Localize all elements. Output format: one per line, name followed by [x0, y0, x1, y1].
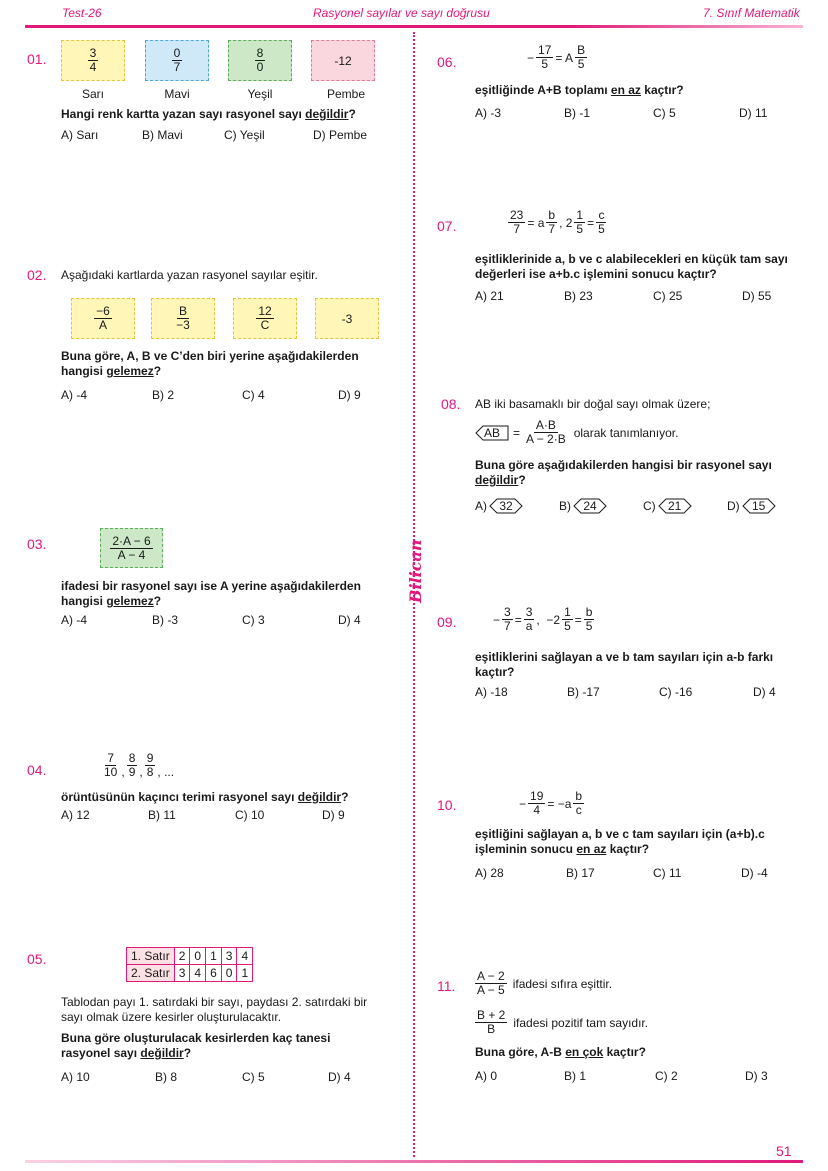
q9-f4-num: b: [585, 605, 593, 619]
q7-f1-num: 23: [510, 208, 524, 222]
q11-s2: ifadesi pozitif tam sayıdır.: [513, 1015, 649, 1030]
q8-option-d[interactable]: [727, 498, 776, 514]
q5-intro: Tablodan payı 1. satırdaki bir sayı, paydası 2. satırdaki bir sayı olmak üzere kesirler oluşturulacaktır.: [61, 995, 368, 1024]
q2-card1-num: −6: [96, 304, 110, 318]
q7-option-d[interactable]: D) 55: [742, 289, 772, 303]
question-number-10: 10.: [437, 797, 457, 813]
q9-eq2: =: [574, 612, 582, 627]
q9-f2-num: 3: [525, 605, 533, 619]
q8-option-b[interactable]: [559, 498, 607, 514]
q1-label-green: Yeşil: [247, 87, 273, 101]
q11-statement-2: [475, 1009, 648, 1036]
q9-mid: , −2: [536, 612, 561, 627]
q3-option-d[interactable]: D) 4: [338, 613, 361, 627]
question-number-6: 06.: [437, 54, 457, 70]
q4-option-d[interactable]: D) 9: [322, 808, 345, 822]
footer-rule: [25, 1160, 803, 1163]
question-number-4: 04.: [27, 762, 47, 778]
q8-option-a-value: 32: [499, 499, 513, 513]
q4-option-a[interactable]: A) 12: [61, 808, 90, 822]
q4-f3-num: 9: [146, 751, 154, 765]
q4-f1-num: 7: [107, 751, 115, 765]
q2-card-3: [233, 298, 297, 339]
q4-sep2: ,: [139, 765, 143, 779]
q8-option-d-symbol: [742, 498, 776, 514]
q4-sequence: [102, 752, 174, 779]
question-number-2: 02.: [27, 267, 47, 283]
q9-equation: [493, 606, 594, 633]
q7-eq2: =: [587, 215, 595, 230]
q7-equation: [508, 209, 607, 236]
question-number-5: 05.: [27, 951, 47, 967]
q7-f3-den: 5: [576, 222, 584, 236]
q8-option-a-symbol: [489, 498, 523, 514]
q2-card2-den: −3: [176, 318, 190, 332]
q7-f2-den: 7: [548, 222, 556, 236]
q10-option-d[interactable]: D) -4: [741, 866, 768, 880]
q9-f1-den: 7: [504, 619, 511, 633]
q9-question: eşitliklerini sağlayan a ve b tam sayıları için a-b farkı kaçtır?: [475, 650, 774, 679]
q5-option-c[interactable]: C) 5: [242, 1070, 265, 1084]
q8-option-c[interactable]: [643, 498, 692, 514]
q7-option-b[interactable]: B) 23: [564, 289, 593, 303]
q2-card1-den: A: [98, 318, 107, 332]
q2-card-2: [151, 298, 215, 339]
q1-option-a[interactable]: A) Sarı: [61, 128, 99, 142]
q8-option-c-symbol: [658, 498, 692, 514]
q9-f2-den: a: [525, 619, 533, 633]
q6-question: eşitliğinde A+B toplamı en az kaçtır?: [475, 83, 684, 97]
q6-f1-num: 17: [538, 43, 552, 57]
q1-card-pink: [311, 40, 375, 81]
q1-question: Hangi renk kartta yazan sayı rasyonel sayı değildir?: [61, 107, 356, 121]
q8-option-d-value: 15: [751, 499, 766, 513]
q8-option-d-letter: D): [727, 499, 740, 513]
q5-row-1: [127, 948, 253, 965]
q9-eq1: =: [514, 612, 522, 627]
q11-statement-1: [475, 970, 612, 997]
grade-label: 7. Sınıf Matematik: [703, 6, 800, 20]
q4-option-c[interactable]: C) 10: [235, 808, 265, 822]
q3-option-a[interactable]: A) -4: [61, 613, 88, 627]
q3-option-b[interactable]: B) -3: [152, 613, 179, 627]
q1-option-b[interactable]: B) Mavi: [142, 128, 183, 142]
test-label: Test-26: [62, 6, 102, 20]
q3-question: ifadesi bir rasyonel sayı ise A yerine aşağıdakilerden hangisi gelemez?: [61, 579, 361, 608]
q7-f4-num: c: [598, 208, 605, 222]
q5-row2-cell: 0: [221, 965, 237, 982]
q10-question: eşitliğini sağlayan a, b ve c tam sayıları için (a+b).c işleminin sonucu en az kaçtır?: [475, 827, 765, 856]
q8-option-c-value: 21: [667, 499, 682, 513]
q2-card-4: [315, 298, 379, 339]
q8-symbol-text: AB: [483, 425, 500, 440]
q1-option-d[interactable]: D) Pembe: [313, 128, 368, 142]
q2-option-d[interactable]: D) 9: [338, 388, 361, 402]
q6-option-d[interactable]: D) 11: [739, 106, 768, 120]
q5-row2-head: 2. Satır: [127, 965, 175, 982]
topic-title: Rasyonel sayılar ve sayı doğrusu: [313, 6, 490, 20]
q10-f2-num: b: [575, 789, 583, 803]
q1-card1-num: 3: [89, 46, 97, 60]
q7-f2-num: b: [548, 208, 556, 222]
q1-card4-value: -12: [334, 53, 352, 68]
question-number-8: 08.: [441, 396, 461, 412]
q10-option-c[interactable]: C) 11: [653, 866, 682, 880]
q11-option-c[interactable]: C) 2: [655, 1069, 678, 1083]
q1-card-green: [228, 40, 292, 81]
q10-option-a[interactable]: A) 28: [475, 866, 504, 880]
q1-label-blue: Mavi: [164, 87, 190, 101]
q7-option-c[interactable]: C) 25: [653, 289, 683, 303]
question-number-11: 11.: [437, 978, 456, 994]
q5-row1-cell: 0: [190, 948, 206, 965]
q3-option-c[interactable]: C) 3: [242, 613, 265, 627]
q10-minus: −: [519, 796, 527, 811]
q8-option-b-symbol: [573, 498, 607, 514]
q7-f3-num: 1: [576, 208, 584, 222]
q6-option-a[interactable]: A) -3: [475, 106, 502, 120]
q2-card2-num: B: [178, 304, 187, 318]
q11-s1: ifadesi sıfıra eşittir.: [512, 976, 613, 991]
q11-f2-den: B: [487, 1022, 496, 1036]
q6-f2-num: B: [577, 43, 586, 57]
q2-card3-den: C: [260, 318, 270, 332]
q7-option-a[interactable]: A) 21: [475, 289, 504, 303]
q7-f4-den: 5: [598, 222, 605, 236]
q2-card-1: [71, 298, 135, 339]
q5-row1-cell: 1: [206, 948, 222, 965]
q8-option-a[interactable]: [475, 498, 523, 514]
q8-symbol: [475, 425, 509, 441]
q2-question: Buna göre, A, B ve C’den biri yerine aşağıdakilerden hangisi gelemez?: [61, 349, 359, 378]
q1-label-pink: Pembe: [326, 87, 366, 101]
q2-card3-num: 12: [258, 304, 272, 318]
q5-option-b[interactable]: B) 8: [155, 1070, 178, 1084]
q8-defined: olarak tanımlanıyor.: [573, 425, 679, 440]
q5-option-d[interactable]: D) 4: [328, 1070, 351, 1084]
q6-eq: = A: [555, 50, 574, 65]
q2-option-c[interactable]: C) 4: [242, 388, 265, 402]
question-number-3: 03.: [27, 536, 47, 552]
q8-option-c-letter: C): [643, 499, 656, 513]
q1-card2-num: 0: [173, 46, 181, 60]
q1-card3-num: 8: [256, 46, 264, 60]
question-number-9: 09.: [437, 614, 457, 630]
q5-row2-cell: 4: [190, 965, 206, 982]
q4-f2-den: 9: [128, 765, 136, 779]
q5-row2-cell: 6: [206, 965, 222, 982]
q5-row1-head: 1. Satır: [127, 948, 175, 965]
q9-option-a[interactable]: A) -18: [475, 685, 508, 699]
q5-table: [126, 947, 253, 982]
q11-f1-num: A − 2: [477, 969, 505, 983]
q10-f1-den: 4: [533, 803, 541, 817]
q6-f2-den: 5: [577, 57, 585, 71]
q9-f4-den: 5: [585, 619, 593, 633]
q5-row2-cell: 3: [174, 965, 190, 982]
q7-f1-den: 7: [513, 222, 521, 236]
question-number-7: 07.: [437, 218, 457, 234]
q9-f3-num: 1: [564, 605, 571, 619]
q10-eq: = −a: [547, 796, 572, 811]
q8-f-den: A − 2·B: [526, 432, 566, 446]
q11-question: Buna göre, A-B en çok kaçtır?: [475, 1045, 646, 1059]
q1-card-blue: [145, 40, 209, 81]
q8-definition: [475, 419, 678, 446]
q3-card-den: A − 4: [117, 547, 146, 562]
q11-option-b[interactable]: B) 1: [564, 1069, 587, 1083]
page-number: 51: [776, 1143, 792, 1159]
q9-f3-den: 5: [564, 619, 571, 633]
q6-equation: [527, 44, 587, 71]
q5-row1-cell: 2: [174, 948, 190, 965]
q1-card-yellow: [61, 40, 125, 81]
q8-intro: AB iki basamaklı bir doğal sayı olmak üzere;: [475, 397, 711, 411]
q3-card-num: 2·A − 6: [112, 533, 151, 548]
q9-option-c[interactable]: C) -16: [659, 685, 693, 699]
q1-card3-den: 0: [256, 60, 264, 74]
q9-f1-num: 3: [504, 605, 511, 619]
q10-equation: [519, 790, 584, 817]
q10-f2-den: c: [575, 803, 582, 817]
q4-question: örüntüsünün kaçıncı terimi rasyonel sayı değildir?: [61, 790, 349, 804]
q7-mid: , 2: [559, 215, 573, 230]
q8-f-num: A·B: [535, 418, 556, 432]
q11-option-d[interactable]: D) 3: [745, 1069, 768, 1083]
q11-f2-num: B + 2: [477, 1008, 506, 1022]
q1-card2-den: 7: [173, 60, 181, 74]
q5-option-a[interactable]: A) 10: [61, 1070, 90, 1084]
q5-row2-cell: 1: [237, 965, 253, 982]
q1-label-yellow: Sarı: [81, 87, 104, 101]
brand-logo: Bilican: [406, 539, 425, 603]
q1-card1-den: 4: [89, 60, 97, 74]
q2-option-b[interactable]: B) 2: [152, 388, 175, 402]
q5-row-2: [127, 965, 253, 982]
q4-f2-num: 8: [128, 751, 136, 765]
q4-ellipsis: , ...: [157, 765, 175, 779]
q9-option-d[interactable]: D) 4: [753, 685, 776, 699]
q9-minus: −: [493, 612, 501, 627]
question-number-1: 01.: [27, 51, 47, 67]
q8-question: Buna göre aşağıdakilerden hangisi bir rasyonel sayı değildir?: [475, 458, 772, 487]
q9-option-b[interactable]: B) -17: [567, 685, 600, 699]
q4-sep1: ,: [121, 765, 125, 779]
q3-card: [100, 528, 163, 568]
q7-question: eşitliklerinide a, b ve c alabilecekleri en küçük tam sayı değerleri ise a+b.c işlemini sonucu kaçtır?: [475, 252, 788, 281]
q10-f1-num: 19: [530, 789, 544, 803]
q2-intro: Aşağıdaki kartlarda yazan rasyonel sayılar eşitir.: [61, 268, 318, 282]
q5-row1-cell: 4: [237, 948, 253, 965]
q2-option-a[interactable]: A) -4: [61, 388, 88, 402]
q4-option-b[interactable]: B) 11: [148, 808, 176, 822]
q1-option-c[interactable]: C) Yeşil: [224, 128, 265, 142]
q6-option-b[interactable]: B) -1: [564, 106, 591, 120]
q8-eq: =: [513, 425, 521, 440]
q4-f3-den: 8: [146, 765, 154, 779]
q11-option-a[interactable]: A) 0: [475, 1069, 498, 1083]
q10-option-b[interactable]: B) 17: [566, 866, 595, 880]
q6-f1-den: 5: [541, 57, 549, 71]
q7-eq1: = a: [527, 215, 545, 230]
q6-minus: −: [527, 50, 535, 65]
q8-option-b-value: 24: [583, 499, 597, 513]
q2-card4-value: -3: [341, 311, 353, 326]
q5-row1-cell: 3: [221, 948, 237, 965]
q5-question: Buna göre oluşturulacak kesirlerden kaç tanesi rasyonel sayı değildir?: [61, 1031, 331, 1060]
q8-option-a-letter: A): [475, 499, 487, 513]
q6-option-c[interactable]: C) 5: [653, 106, 676, 120]
header-rule: [25, 25, 803, 28]
q11-f1-den: A − 5: [477, 983, 505, 997]
q4-f1-den: 10: [104, 765, 118, 779]
q8-option-b-letter: B): [559, 499, 571, 513]
